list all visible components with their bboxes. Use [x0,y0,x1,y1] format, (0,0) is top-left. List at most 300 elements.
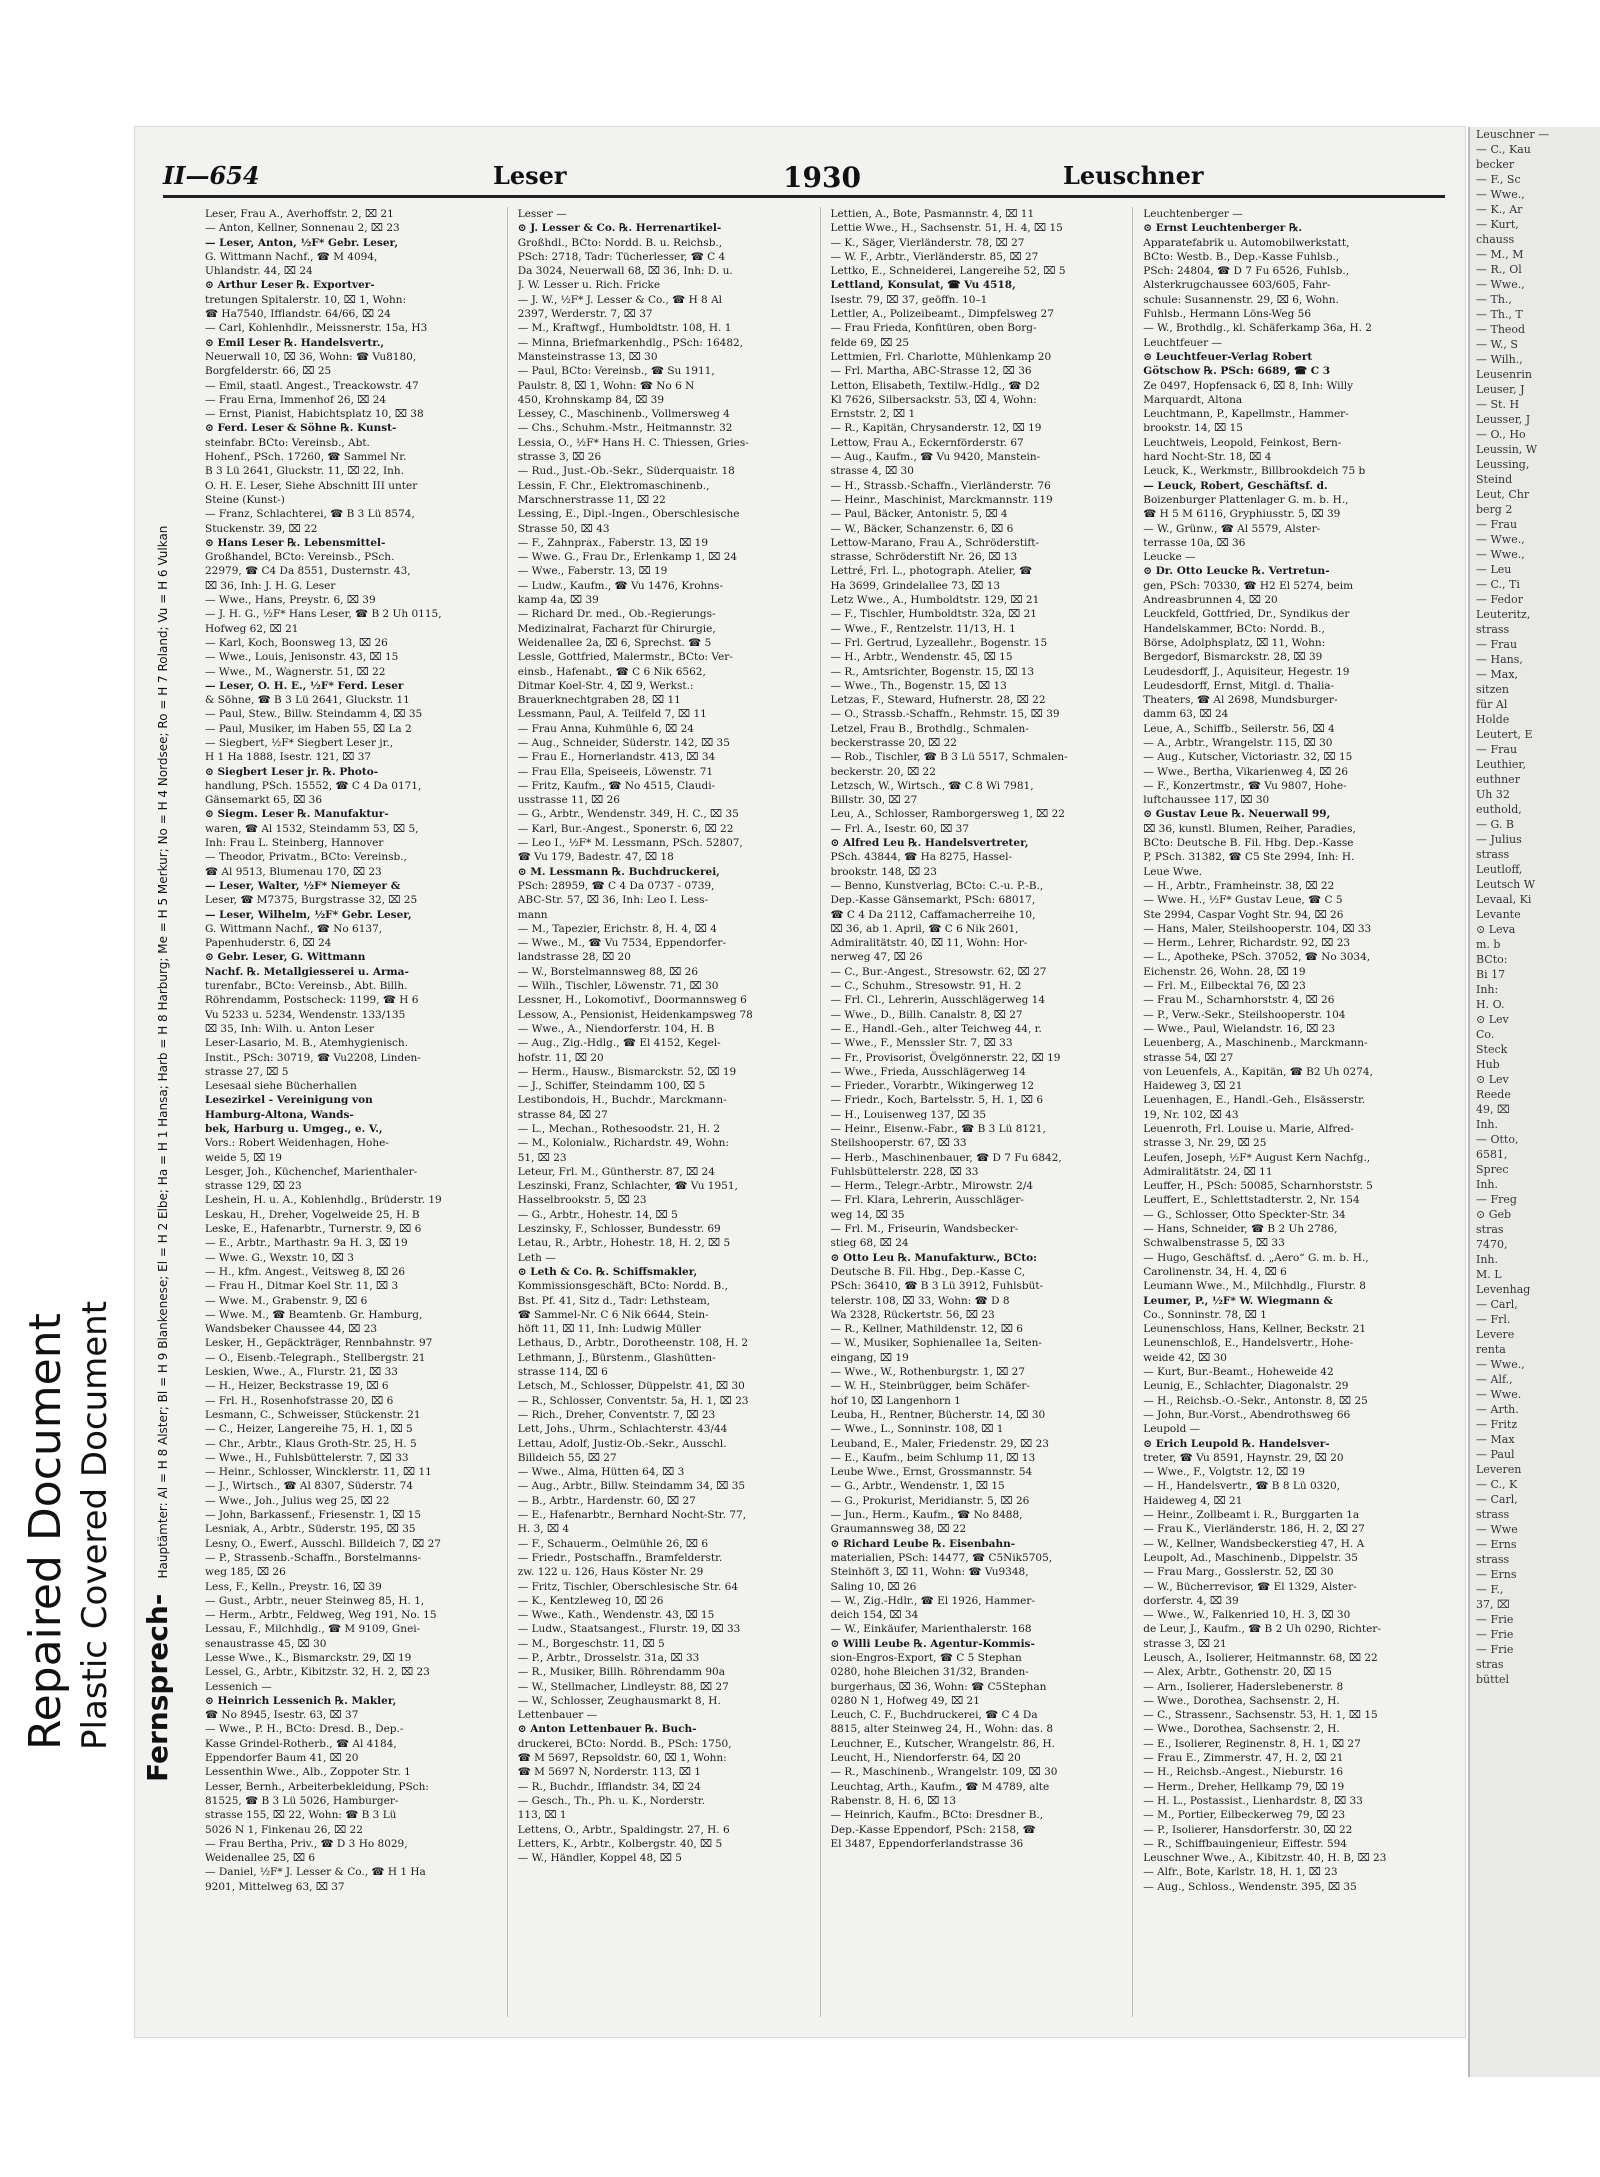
adjacent-page-line: ⊙ Lev [1476,1013,1509,1026]
directory-entry: — Wwe., Louis, Jenisonstr. 43, ⌧ 15 [205,651,399,664]
directory-entry: Dep.-Kasse Gänsemarkt, PSch: 68017, [830,894,1036,907]
adjacent-page-line: — O., Ho [1476,428,1526,441]
directory-entry: Ze 0497, Hopfensack 6, ⌧ 8, Inh: Willy [1143,379,1354,392]
directory-entry: — Wwe., D., Billh. Canalstr. 8, ⌧ 27 [830,1008,1023,1021]
directory-entry: — L., Mechan., Rothesoodstr. 21, H. 2 [517,1123,721,1135]
directory-entry: PSch: 28959, ☎ C 4 Da 0737 - 0739, [517,879,715,892]
directory-entry: 0280, hohe Bleichen 31/32, Branden- [830,1666,1029,1679]
directory-entry: P, PSch. 31382, ☎ C5 Ste 2994, Inh: H. [1143,851,1355,864]
directory-entry: — Wwe., F., Rentzelstr. 11/13, H. 1 [830,622,1016,635]
directory-entry: 113, ⌧ 1 [517,1809,567,1822]
header-first-word: Leser [493,161,567,190]
directory-entry: — R., Kellner, Mathildenstr. 12, ⌧ 6 [830,1323,1023,1336]
adjacent-page-line: — M., M [1476,248,1524,261]
fernsprech-text: Hauptämter: Al = H 8 Alster; Bl = H 9 Blankenese; El = H 2 Elbe; Ha = H 1 Hansa; Harb = H 8 Harburg; Me = H 5 Merkur; No = H 4 Nordsee; Ro = H 7 Roland; Vu = H 6 Vulkan [156,525,170,1579]
directory-entry: — Karl, Koch, Boonsweg 13, ⌧ 26 [205,636,388,649]
directory-entry: — O., Eisenb.-Telegraph., Stellbergstr. 21 [205,1351,426,1364]
adjacent-page-line: — Wwe. [1476,1388,1522,1401]
directory-entry: — Wwe. M., ☎ Beamtenb. Gr. Hamburg, [205,1308,423,1321]
directory-entry: H. 3, ⌧ 4 [517,1523,570,1536]
directory-entry: Götschow ℞. PSch: 6689, ☎ C 3 [1143,365,1331,378]
adjacent-page-line: — Leu [1476,563,1512,576]
directory-entry: Letters, K., Arbtr., Kolbergstr. 40, ⌧ 5 [517,1837,723,1850]
directory-entry: — P., Isolierer, Hansdorferstr. 30, ⌧ 22 [1143,1823,1353,1836]
adjacent-page-line: sitzen [1476,683,1509,696]
directory-entry: 81525, ☎ B 3 Lü 5026, Hamburger- [205,1794,399,1807]
directory-entry: Bst. Pf. 41, Sitz d., Tadr: Lethsteam, [517,1294,711,1307]
directory-entry: Neuerwall 10, ⌧ 36, Wohn: ☎ Vu8180, [205,350,417,363]
adjacent-page-line: Bi 17 [1476,968,1506,981]
directory-entry: 22979, ☎ C4 Da 8551, Dusternstr. 43, [205,565,411,578]
directory-entry: Leumer, P., ½F* W. Wiegmann & [1143,1294,1333,1307]
directory-entry: — Hans, Schneider, ☎ B 2 Uh 2786, [1143,1223,1338,1236]
directory-entry: Lesse Wwe., K., Bismarckstr. 29, ⌧ 19 [205,1651,412,1664]
adjacent-page-line: — Frau [1476,743,1518,756]
adjacent-page-line: — G. B [1476,818,1514,831]
directory-entry: — W., Stellmacher, Lindleystr. 88, ⌧ 27 [517,1680,729,1693]
adjacent-page-line: 7470, [1476,1238,1508,1251]
directory-entry: — Alex, Arbtr., Gothenstr. 20, ⌧ 15 [1143,1666,1332,1679]
directory-entry: strasse 3, Nr. 29, ⌧ 25 [1143,1137,1267,1150]
directory-entry: ⊙ Leuchtfeuer-Verlag Robert [1143,350,1313,363]
directory-entry: Ditmar Koel-Str. 4, ⌧ 9, Werkst.: [517,679,694,692]
directory-entry: — C., Heizer, Langereihe 75, H. 1, ⌧ 5 [205,1423,413,1436]
directory-entry: Ste 2994, Caspar Voght Str. 94, ⌧ 26 [1143,908,1344,921]
adjacent-page-line: Sprec [1476,1163,1509,1176]
directory-entry: Lesger, Joh., Küchenchef, Marienthaler- [205,1165,418,1178]
directory-entry: de Leur, J., Kaufm., ☎ B 2 Uh 0290, Richter- [1143,1623,1381,1636]
adjacent-page-line: euthold, [1476,803,1522,816]
directory-entry: — Wwe., Frieda, Ausschlägerweg 14 [830,1065,1026,1078]
directory-entry: Leuchtenberger — [1143,208,1243,220]
adjacent-page-line: — C., K [1476,1478,1518,1491]
directory-entry: strasse 155, ⌧ 22, Wohn: ☎ B 3 Lü [205,1809,397,1822]
adjacent-page-line: H. O. [1476,998,1505,1011]
directory-entry: Lesny, O., Ewerf., Ausschl. Billdeich 7, ⌧ 27 [205,1537,441,1550]
adjacent-page-line: 6581, [1476,1148,1508,1161]
directory-entry: höft 11, ⌧ 11, Inh: Ludwig Müller [517,1323,701,1336]
directory-entry: Fuhlsbüttelerstr. 228, ⌧ 33 [830,1165,979,1178]
directory-entry: Leucke — [1143,551,1196,564]
directory-entry: Kl 7626, Silbersackstr. 53, ⌧ 4, Wohn: [830,393,1037,406]
directory-entry: — Frl. M., Friseurin, Wandsbecker- [830,1223,1019,1236]
adjacent-page-line: — Theod [1476,323,1526,336]
directory-entry: Lettmien, Frl. Charlotte, Mühlenkamp 20 [830,350,1052,363]
directory-entry: Lessner, H., Lokomotivf., Doormannsweg 6 [517,994,747,1007]
directory-entry: — E., Arbtr., Marthastr. 9a H. 3, ⌧ 19 [205,1237,408,1250]
directory-entry: — H., Reichsb.-O.-Sekr., Antonstr. 8, ⌧ 25 [1143,1394,1368,1407]
directory-entry: Borgfelderstr. 66, ⌧ 25 [205,365,332,378]
directory-entry: ⊙ Ferd. Leser & Söhne ℞. Kunst- [205,422,397,435]
directory-entry: PSch: 36410, ☎ B 3 Lü 3912, Fuhlsbüt- [830,1280,1044,1293]
adjacent-page-line: — Frau [1476,638,1518,651]
directory-entry: Steine (Kunst-) [205,493,285,506]
adjacent-page-line: Leusser, J [1476,413,1531,426]
directory-entry: — Wwe. G., Frau Dr., Erlenkamp 1, ⌧ 24 [517,551,738,564]
adjacent-page-line: — Th., [1476,293,1512,306]
directory-entry: Leser, Frau A., Averhoffstr. 2, ⌧ 21 [205,208,394,220]
directory-entry: ⌧ 36, ab 1. April, ☎ C 6 Nik 2601, [830,922,1019,935]
directory-entry: Leuba, H., Rentner, Bücherstr. 14, ⌧ 30 [830,1408,1046,1421]
adjacent-page-line: — Frie [1476,1613,1514,1626]
directory-entry: — M., Kolonialw., Richardstr. 49, Wohn: [517,1137,729,1150]
directory-entry: Lettow-Marano, Frau A., Schröderstift- [830,536,1040,549]
adjacent-page-line: Inh: [1476,983,1499,996]
directory-entry: Leuckfeld, Gottfried, Dr., Syndikus der [1143,608,1350,621]
directory-entry: — E., Kaufm., beim Schlump 11, ⌧ 13 [830,1451,1036,1464]
directory-entry: — Heinrich, Kaufm., BCto: Dresdner B., [830,1809,1044,1822]
directory-entry: — Frau Frieda, Konfitüren, oben Borg- [830,322,1037,335]
directory-entry: ⊙ Gebr. Leser, G. Wittmann [205,951,366,964]
directory-entry: — Hans, Maler, Steilshooperstr. 104, ⌧ 33 [1143,922,1372,935]
directory-entry: — Frau Anna, Kuhmühle 6, ⌧ 24 [517,722,694,735]
directory-entry: & Söhne, ☎ B 3 Lü 2641, Gluckstr. 11 [205,694,410,707]
directory-entry: — J. W., ½F* J. Lesser & Co., ☎ H 8 Al [517,293,723,306]
directory-entry: Leuck, K., Werkmstr., Billbrookdeich 75 b [1143,465,1366,478]
directory-entry: — R., Amtsrichter, Bogenstr. 15, ⌧ 13 [830,665,1035,678]
directory-entry: Marquardt, Altona [1143,393,1243,406]
directory-entry: kamp 4a, ⌧ 39 [517,594,599,607]
directory-entry: telerstr. 108, ⌧ 33, Wohn: ☎ D 8 [830,1294,1010,1307]
directory-entry: Lettland, Konsulat, ☎ Vu 4518, [830,279,1016,292]
directory-entry: Inh: Frau L. Steinberg, Hannover [205,837,384,850]
directory-entry: Leszinsky, F., Schlosser, Bundesstr. 69 [517,1223,721,1236]
directory-entry: — Wwe., Alma, Hütten 64, ⌧ 3 [517,1466,685,1479]
side-label-line1: Repaired Document [20,1313,71,1750]
directory-entry: — Friedr., Postschaffn., Bramfelderstr. [517,1551,723,1564]
adjacent-page-strip [1468,127,1600,2077]
directory-entry: — R., Buchdr., Ifflandstr. 34, ⌧ 24 [517,1780,701,1793]
directory-entry: — Leser, Anton, ½F* Gebr. Leser, [205,236,398,249]
directory-entry: — Heinr., Eisenw.-Fabr., ☎ B 3 Lü 8121, [830,1123,1046,1135]
directory-entry: Wa 2328, Rückertstr. 56, ⌧ 23 [830,1308,995,1321]
directory-entry: Letz Wwe., A., Humboldtstr. 129, ⌧ 21 [830,594,1040,607]
directory-entry: Carolinenstr. 34, H. 4, ⌧ 6 [1143,1265,1287,1278]
directory-entry: 450, Krohnskamp 84, ⌧ 39 [517,393,665,406]
directory-entry: Lessau, F., Milchhdlg., ☎ M 9109, Gnei- [205,1623,421,1636]
adjacent-page-line: renta [1476,1343,1506,1356]
directory-entry: — Paul, Musiker, im Haben 55, ⌧ La 2 [205,722,412,735]
adjacent-page-line: — Julius [1476,833,1522,846]
directory-entry: Großhdl., BCto: Nordd. B. u. Reichsb., [517,236,723,249]
directory-entry: 51, ⌧ 23 [517,1151,567,1164]
directory-entry: Lettow, Frau A., Eckernförderstr. 67 [830,436,1024,449]
directory-entry: — Theodor, Privatm., BCto: Vereinsb., [205,851,407,864]
directory-entry: Alsterkrugchaussee 603/605, Fahr- [1143,279,1331,292]
directory-entry: Lethaus, D., Arbtr., Dorotheenstr. 108, H. 2 [517,1337,749,1350]
directory-entry: deich 154, ⌧ 34 [830,1609,919,1622]
adjacent-page-line: stras [1476,1223,1504,1236]
adjacent-page-line: strass [1476,848,1510,861]
page-header [163,159,1445,198]
directory-entry: — H., Arbtr., Framheinstr. 38, ⌧ 22 [1143,879,1335,892]
directory-entry: Hasselbrookstr. 5, ⌧ 23 [517,1194,647,1207]
directory-entry: — H., Strassb.-Schaffn., Vierländerstr. 76 [830,479,1051,492]
directory-entry: — C., Bur.-Angest., Stresowstr. 62, ⌧ 27 [830,965,1047,978]
directory-entry: — E., Isolierer, Reginenstr. 8, H. 1, ⌧ 27 [1143,1737,1361,1750]
directory-entry: BCto: Deutsche B. Fil. Hbg. Dep.-Kasse [1143,837,1354,850]
directory-entry: ⊙ Emil Leser ℞. Handelsvertr., [205,336,385,349]
directory-entry: — Wwe., Joh., Julius weg 25, ⌧ 22 [205,1494,390,1507]
directory-entry: Schwalbenstrasse 5, ⌧ 33 [1143,1237,1285,1250]
directory-entry: — C., Schuhm., Stresowstr. 91, H. 2 [830,980,1022,993]
directory-entry: Instit., PSch: 30719, ☎ Vu2208, Linden- [205,1051,421,1064]
column-1 [205,207,508,2017]
directory-entry: — F., Konzertmstr., ☎ Vu 9807, Hohe- [1143,779,1347,792]
directory-entry: — Wwe., Th., Bogenstr. 15, ⌧ 13 [830,679,1007,692]
directory-entry: 8815, alter Steinweg 24, H., Wohn: das. 8 [830,1723,1054,1736]
directory-entry: — Wwe., M., ☎ Vu 7534, Eppendorfer- [517,937,726,950]
directory-page [135,127,1465,2037]
directory-entry: Leue Wwe. [1143,865,1203,878]
directory-entry: — O., Strassb.-Schaffn., Rehmstr. 15, ⌧ 39 [830,708,1060,721]
directory-entry: — Wwe., Kath., Wendenstr. 43, ⌧ 15 [517,1609,715,1622]
adjacent-page-line: Inh. [1476,1118,1499,1131]
directory-entry: 19, Nr. 102, ⌧ 43 [1143,1108,1239,1121]
adjacent-page-line: — Max [1476,1433,1515,1446]
adjacent-page-line: Leveren [1476,1463,1522,1476]
directory-entry: — W., Einkäufer, Marienthalerstr. 168 [830,1623,1032,1636]
directory-entry: brookstr. 14, ⌧ 15 [1143,422,1243,435]
directory-entry: G. Wittmann Nachf., ☎ No 6137, [205,922,383,935]
adjacent-page-line: strass [1476,623,1510,636]
directory-entry: Billstr. 30, ⌧ 27 [830,794,918,807]
adjacent-page-line: strass [1476,1508,1510,1521]
directory-entry: Lesser — [517,208,567,220]
directory-entry: — Karl, Bur.-Angest., Sponerstr. 6, ⌧ 22 [517,822,734,835]
adjacent-page-line: 37, ⌧ [1476,1598,1510,1611]
column-4 [1143,207,1445,2017]
adjacent-page-line: — Wwe., [1476,188,1525,201]
adjacent-page-line: — St. H [1476,398,1520,411]
directory-entry: ⌧ 36, Inh: J. H. G. Leser [205,579,336,592]
directory-entry: Leser-Lasario, M. B., Atemhygienisch. [205,1037,409,1050]
directory-entry: Graumannsweg 38, ⌧ 22 [830,1523,967,1536]
directory-entry: — J., Wirtsch., ☎ Al 8307, Süderstr. 74 [205,1480,414,1493]
directory-entry: 0280 N 1, Hofweg 49, ⌧ 21 [830,1694,980,1707]
directory-entry: burgerhaus, ⌧ 36, Wohn: ☎ C5Stephan [830,1680,1047,1693]
directory-entry: — Frieder., Vorarbtr., Wikingerweg 12 [830,1080,1035,1093]
adjacent-page-line: büttel [1476,1673,1509,1686]
directory-entry: — Alfr., Bote, Karlstr. 18, H. 1, ⌧ 23 [1143,1866,1338,1879]
directory-entry: Lestibondois, H., Buchdr., Marckmann- [517,1094,727,1107]
directory-entry: — Paul, Bäcker, Antonistr. 5, ⌧ 4 [830,508,1008,521]
directory-entry: — Wwe. G., Wexstr. 10, ⌧ 3 [205,1251,354,1264]
directory-entry: ⊙ Dr. Otto Leucke ℞. Vertretun- [1143,565,1330,578]
directory-entry: Brauerknechtgraben 28, ⌧ 11 [517,694,681,707]
directory-entry: Isestr. 79, ⌧ 37, geöffn. 10–1 [830,293,988,306]
directory-entry: Letzas, F., Steward, Hufnerstr. 28, ⌧ 22 [830,694,1046,707]
adjacent-page-line: Steind [1476,473,1513,486]
header-year: 1930 [783,161,861,194]
directory-entry: Haideweg 4, ⌧ 21 [1143,1494,1243,1507]
adjacent-page-line: euthner [1476,773,1520,786]
directory-entry: damm 63, ⌧ 24 [1143,708,1229,721]
directory-entry: Lett, Johs., Uhrm., Schlachterstr. 43/44 [517,1423,728,1436]
directory-entry: — M., Kraftwgf., Humboldtstr. 108, H. 1 [517,322,732,335]
directory-entry: — Jun., Herm., Kaufm., ☎ No 8488, [830,1509,1023,1522]
directory-entry: Marschnerstrasse 11, ⌧ 22 [517,493,666,506]
directory-entry: — Aug., Schneider, Süderstr. 142, ⌧ 35 [517,736,730,749]
directory-entry: hofstr. 11, ⌧ 20 [517,1051,604,1064]
directory-entry: — Friedr., Koch, Bartelsstr. 5, H. 1, ⌧ 6 [830,1094,1044,1107]
directory-entry: Weidenallee 25, ⌧ 6 [205,1852,316,1865]
adjacent-page-line: — Wilh., [1476,353,1523,366]
directory-entry: Billdeich 55, ⌧ 27 [517,1451,617,1464]
directory-entry: Lettré, Frl. L., photograph. Atelier, ☎ [830,565,1033,578]
directory-entry: Lessow, A., Pensionist, Heidenkampsweg 78 [517,1008,753,1021]
adjacent-page-line: — C., Kau [1476,143,1531,156]
directory-entry: — G., Arbtr., Wendenstr. 349, H. C., ⌧ 35 [517,808,739,821]
directory-entry: — W., Brothdlg., kl. Schäferkamp 36a, H. 2 [1143,322,1372,335]
directory-entry: BCto: Westb. B., Dep.-Kasse Fuhlsb., [1143,250,1340,263]
directory-entry: — Wwe., Faberstr. 13, ⌧ 19 [517,565,668,578]
directory-entry: landstrasse 28, ⌧ 20 [517,951,631,964]
directory-entry: Co., Sonninstr. 78, ⌧ 1 [1143,1308,1267,1321]
directory-entry: Leunenschloß, E., Handelsvertr., Hohe- [1143,1337,1354,1350]
directory-entry: — G., Arbtr., Hohestr. 14, ⌧ 5 [517,1208,678,1221]
directory-entry: Vors.: Robert Weidenhagen, Hohe- [205,1137,389,1150]
directory-entry: — Wwe., Dorothea, Sachsenstr. 2, H. [1143,1723,1340,1736]
directory-entry: — Wwe., F., Menssler Str. 7, ⌧ 33 [830,1037,1013,1050]
directory-entry: — Kurt, Bur.-Beamt., Hoheweide 42 [1143,1366,1334,1379]
adjacent-page-line: berg 2 [1476,503,1513,516]
directory-entry: Leu, A., Schlosser, Ramborgersweg 1, ⌧ 22 [830,808,1065,821]
adjacent-page-line: ⊙ Leva [1476,923,1516,936]
directory-entry: — A., Arbtr., Wrangelstr. 115, ⌧ 30 [1143,736,1333,749]
directory-entry: Lesesaal siehe Bücherhallen [205,1080,357,1093]
directory-entry: Kasse Grindel-Rotherb., ☎ Al 4184, [205,1737,397,1750]
adjacent-page-line: Leut, Chr [1476,488,1530,501]
directory-entry: ⊙ Gustav Leue ℞. Neuerwall 99, [1143,808,1331,821]
directory-entry: Leuchtag, Arth., Kaufm., ☎ M 4789, alte [830,1780,1050,1793]
directory-entry: — Ernst, Pianist, Habichtsplatz 10, ⌧ 38 [205,408,424,421]
directory-entry: — G., Prokurist, Meridianstr. 5, ⌧ 26 [830,1494,1030,1507]
adjacent-page-line: — Wwe [1476,1523,1518,1536]
directory-entry: — C., Strassenr., Sachsenstr. 53, H. 1, ⌧ 15 [1143,1709,1378,1722]
directory-entry: PSch: 2718, Tadr: Tücherlesser, ☎ C 4 [517,250,726,263]
directory-entry: Lesmann, C., Schweisser, Stückenstr. 21 [205,1408,421,1421]
directory-entry: — R., Kapitän, Chrysanderstr. 12, ⌧ 19 [830,422,1042,435]
directory-entry: — Gust., Arbtr., neuer Steinweg 85, H. 1, [205,1594,425,1607]
adjacent-page-line: — F., Sc [1476,173,1521,186]
directory-entry: Leucht, H., Niendorferstr. 64, ⌧ 20 [830,1752,1021,1765]
directory-entry: — Anton, Kellner, Sonnenau 2, ⌧ 23 [205,222,400,235]
directory-entry: usstrasse 11, ⌧ 26 [517,794,620,807]
adjacent-page-line: becker [1476,158,1515,171]
entry-columns [205,207,1445,2017]
directory-entry: — Ludw., Kaufm., ☎ Vu 1476, Krohns- [517,579,723,592]
column-3 [831,207,1134,2017]
directory-entry: ⊙ Otto Leu ℞. Manufakturw., BCto: [830,1251,1037,1264]
directory-entry: — R., Schiffbauingenieur, Eiffestr. 594 [1143,1837,1347,1850]
directory-entry: Steilshooperstr. 67, ⌧ 33 [830,1137,967,1150]
directory-entry: Leth — [517,1251,556,1264]
directory-entry: Leuenroth, Frl. Louise u. Marie, Alfred- [1143,1123,1354,1135]
directory-entry: — Frau Ella, Speiseeis, Löwenstr. 71 [517,765,714,778]
directory-entry: Lettler, A., Polizeibeamt., Dimpfelsweg 27 [830,308,1054,321]
adjacent-page-line: Hub [1476,1058,1500,1071]
directory-entry: — P., Arbtr., Drosselstr. 31a, ⌧ 33 [517,1651,700,1664]
directory-entry: Uhlandstr. 44, ⌧ 24 [205,265,313,278]
adjacent-page-line: M. L [1476,1268,1502,1281]
directory-entry: — Aug., Zig.-Hdlg., ☎ El 4152, Kegel- [517,1037,721,1050]
directory-entry: — Frl. H., Rosenhofstrasse 20, ⌧ 6 [205,1394,394,1407]
directory-entry: — Gesch., Th., Ph. u. K., Norderstr. [517,1794,706,1807]
directory-entry: Andreasbrunnen 4, ⌧ 20 [1143,594,1278,607]
directory-entry: Gänsemarkt 65, ⌧ 36 [205,794,323,807]
directory-entry: Admiralitätstr. 24, ⌧ 11 [1143,1165,1273,1178]
adjacent-page-line: — Freg [1476,1193,1517,1206]
directory-entry: strasse 84, ⌧ 27 [517,1108,608,1121]
adjacent-page-line: Levere [1476,1328,1515,1341]
directory-entry: — Herm., Hausw., Bismarckstr. 52, ⌧ 19 [517,1065,737,1078]
adjacent-page-line: — Fritz [1476,1418,1518,1431]
directory-entry: strasse 27, ⌧ 5 [205,1065,289,1078]
directory-entry: 5026 N 1, Finkenau 26, ⌧ 22 [205,1823,363,1836]
fernsprech-legend [141,222,191,1822]
adjacent-page-line: — Frl. [1476,1313,1511,1326]
directory-entry: — Frl. Gertrud, Lyzeallehr., Bogenstr. 15 [830,636,1048,649]
directory-entry: — Frau Marg., Gosslerstr. 52, ⌧ 30 [1143,1566,1334,1579]
adjacent-page-line: — Carl, [1476,1493,1518,1506]
directory-entry: — Wilh., Tischler, Löwenstr. 71, ⌧ 30 [517,980,719,993]
directory-entry: weg 185, ⌧ 26 [205,1566,286,1579]
directory-entry: — Benno, Kunstverlag, BCto: C.-u. P.-B., [830,879,1044,892]
directory-entry: ⊙ Siegm. Leser ℞. Manufaktur- [205,808,389,821]
directory-entry: Leshein, H. u. A., Kohlenhdlg., Brüderstr. 19 [205,1194,442,1207]
directory-entry: — Frl. Klara, Lehrerin, Ausschläger- [830,1194,1024,1207]
directory-entry: eingang, ⌧ 19 [830,1351,909,1364]
adjacent-page-line: Leuschner — [1476,128,1550,141]
adjacent-page-line: Levante [1476,908,1521,921]
directory-entry: — Leser, O. H. E., ½F* Ferd. Leser [205,679,404,692]
directory-entry: O. H. E. Leser, Siehe Abschnitt III unter [205,479,418,492]
directory-entry: ☎ Ha7540, Ifflandstr. 64/66, ⌧ 24 [205,308,391,321]
directory-entry: — P., Verw.-Sekr., Steilshooperstr. 104 [1143,1008,1346,1021]
directory-entry: — Paul, BCto: Vereinsb., ☎ Su 1911, [517,365,715,378]
adjacent-page-line: chauss [1476,233,1515,246]
directory-entry: — W. H., Steinbrügger, beim Schäfer- [830,1380,1030,1393]
directory-entry: sion-Engros-Export, ☎ C 5 Stephan [830,1651,1022,1664]
directory-entry: Leunig, E., Schlachter, Diagonalstr. 29 [1143,1380,1349,1393]
directory-entry: Lettens, O., Arbtr., Spaldingstr. 27, H. 6 [517,1823,730,1836]
directory-entry: — Wwe., W., Rothenburgstr. 1, ⌧ 27 [830,1366,1026,1379]
directory-entry: Hofweg 62, ⌧ 21 [205,622,299,635]
directory-entry: Hamburg-Altona, Wands- [205,1108,354,1121]
directory-entry: ☎ Vu 179, Badestr. 47, ⌧ 18 [517,851,674,864]
directory-entry: stieg 68, ⌧ 24 [830,1237,909,1250]
directory-entry: ⊙ Erich Leupold ℞. Handelsver- [1143,1437,1330,1450]
directory-entry: Letsch, M., Schlosser, Düppelstr. 41, ⌧ 30 [517,1380,745,1393]
directory-entry: — Arn., Isolierer, Haderslebenerstr. 8 [1143,1680,1344,1693]
directory-entry: 2397, Werderstr. 7, ⌧ 37 [517,308,653,321]
directory-entry: ABC-Str. 57, ⌧ 36, Inh: Leo I. Less- [517,894,709,907]
adjacent-page-line: Leuser, J [1476,383,1525,396]
directory-entry: strasse 129, ⌧ 23 [205,1180,302,1193]
directory-entry: H 1 Ha 1888, Isestr. 121, ⌧ 37 [205,751,372,764]
directory-entry: Lesniak, A., Arbtr., Süderstr. 195, ⌧ 35 [205,1523,416,1536]
directory-entry: — B., Arbtr., Hardenstr. 60, ⌧ 27 [517,1494,696,1507]
directory-entry: Lesker, H., Gepäckträger, Rennbahnstr. 97 [205,1337,433,1350]
directory-entry: Nachf. ℞. Metallgiesserei u. Arma- [205,965,409,978]
directory-entry: — Frau Bertha, Priv., ☎ D 3 Ho 8029, [205,1837,408,1850]
directory-entry: Bergedorf, Bismarckstr. 28, ⌧ 39 [1143,651,1323,664]
directory-entry: — R., Musiker, Billh. Röhrendamm 90a [517,1666,725,1679]
adjacent-page-line: BCto: [1476,953,1508,966]
directory-entry: Weidenallee 2a, ⌧ 6, Sprechst. ☎ 5 [517,636,712,649]
directory-entry: Lessing, E., Dipl.-Ingen., Oberschlesische [517,508,740,521]
